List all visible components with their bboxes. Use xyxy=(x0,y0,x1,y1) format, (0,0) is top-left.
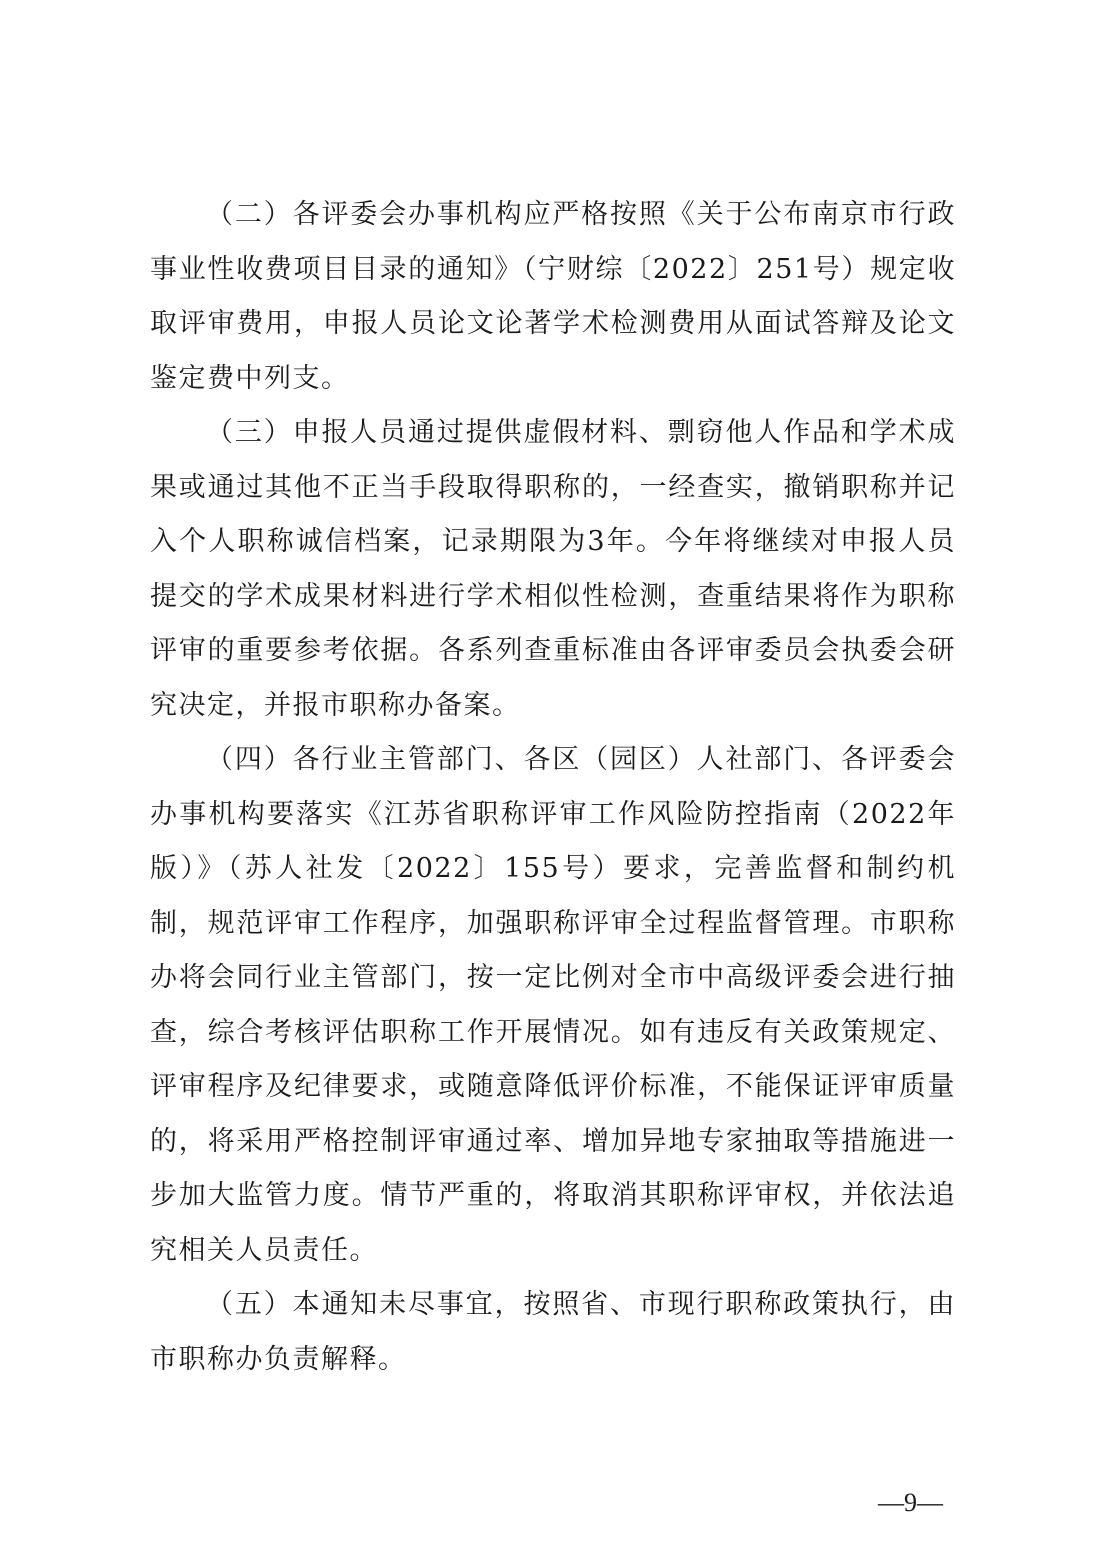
paragraph-item-4: （四）各行业主管部门、各区（园区）人社部门、各评委会办事机构要落实《江苏省职称评审工作风险防控指南（2022年版）》（苏人社发〔2022〕155号）要求，完善监督和制约机制，规范评审工作程序，加强职称评审全过程监督管理。市职称办将会同行业主管部门，按一定比例对全市中高级评委会进行抽查，综合考核评估职称工作开展情况。如有违反有关政策规定、评审程序及纪律要求，或随意降低评价标准，不能保证评审质量的，将采用严格控制评审通过率、增加异地专家抽取等措施进一步加大监管力度。情节严重的，将取消其职称评审权，并依法追究相关人员责任。 xyxy=(150,744,956,1266)
paragraph-item-2: （二）各评委会办事机构应严格按照《关于公布南京市行政事业性收费项目目录的通知》（宁财综〔2022〕251号）规定收取评审费用，申报人员论文论著学术检测费用从面试答辩及论文鉴定费中列支。 xyxy=(150,199,956,394)
paragraph-item-5: （五）本通知未尽事宜，按照省、市现行职称政策执行，由市职称办负责解释。 xyxy=(150,1289,956,1375)
page-number: —9— xyxy=(878,1488,943,1517)
paragraph-item-3: （三）申报人员通过提供虚假材料、剽窃他人作品和学术成果或通过其他不正当手段取得职称的，一经查实，撤销职称并记入个人职称诚信档案，记录期限为3年。今年将继续对申报人员提交的学术成果材料进行学术相似性检测，查重结果将作为职称评审的重要参考依据。各系列查重标准由各评审委员会执委会研究决定，并报市职称办备案。 xyxy=(150,417,956,721)
document-body xyxy=(150,188,956,1387)
